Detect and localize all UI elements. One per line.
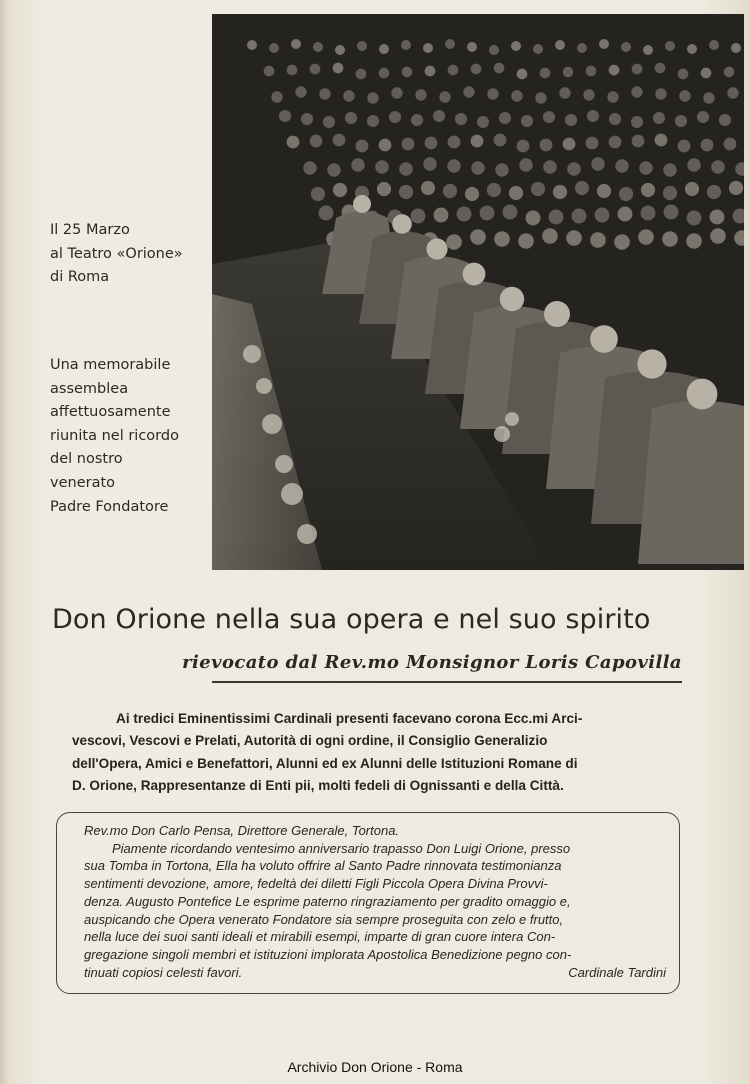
audience-head: [519, 158, 533, 172]
audience-head: [631, 86, 642, 97]
audience-head: [549, 210, 564, 225]
audience-head: [687, 211, 702, 226]
audience-head: [471, 161, 485, 175]
audience-head: [595, 208, 610, 223]
telegram-line: tinuati copiosi celesti favori.: [84, 964, 243, 980]
audience-head: [301, 113, 313, 125]
intro-line: dell'Opera, Amici e Benefattori, Alunni ed ex Alunni delle Istituzioni Romane di: [72, 755, 578, 771]
audience-head: [614, 234, 630, 250]
audience-head: [517, 140, 530, 153]
cardinal-figure: [638, 401, 744, 564]
audience-head: [356, 69, 367, 80]
audience-head: [609, 65, 620, 76]
audience-head: [518, 233, 534, 249]
audience-head: [521, 115, 533, 127]
audience-head: [643, 45, 653, 55]
page-edge-shadow: [0, 0, 10, 1084]
audience-head: [439, 91, 450, 102]
audience-head: [487, 88, 498, 99]
audience-head: [587, 110, 599, 122]
audience-head: [323, 116, 335, 128]
caption-line: riunita nel ricordo: [50, 427, 179, 444]
audience-head: [599, 39, 609, 49]
audience-head: [511, 41, 521, 51]
audience-head: [345, 112, 357, 124]
audience-head: [686, 233, 702, 249]
audience-head: [489, 45, 499, 55]
audience-head: [533, 44, 543, 54]
audience-head: [687, 44, 697, 54]
telegram-line: Piamente ricordando ventesimo anniversario trapasso Don Luigi Orione, presso: [112, 840, 571, 856]
audience-head: [377, 182, 391, 196]
audience-head: [563, 67, 574, 78]
audience-head: [542, 228, 558, 244]
cardinal-head: [426, 238, 447, 259]
audience-head: [351, 158, 365, 172]
article-intro: [72, 708, 684, 798]
intro-line: Ai tredici Eminentissimi Cardinali presenti facevano corona Ecc.mi Arci-: [116, 711, 583, 726]
audience-head: [423, 157, 437, 171]
caption-line: assemblea: [50, 380, 129, 397]
audience-head: [724, 138, 737, 151]
audience-head: [425, 137, 438, 150]
audience-head: [471, 135, 484, 148]
audience-head: [535, 92, 546, 103]
audience-head: [703, 92, 714, 103]
audience-head: [655, 134, 668, 147]
audience-head: [295, 86, 306, 97]
assembly-photo-drawing: [212, 14, 744, 570]
audience-head: [445, 39, 455, 49]
audience-head: [333, 63, 344, 74]
audience-head: [389, 111, 401, 123]
audience-head: [343, 90, 354, 101]
audience-head: [425, 66, 436, 77]
audience-head: [511, 90, 522, 101]
cardinal-head: [590, 325, 618, 353]
audience-head: [457, 207, 472, 222]
telegram-line: nella luce dei suoi santi ideali et mirabili esempi, imparte di gran cuore intera Con-: [84, 929, 556, 945]
cardinal-head: [463, 263, 486, 286]
telegram-line: Rev.mo Don Carlo Pensa, Direttore Generale, Tortona.: [84, 823, 400, 838]
audience-head: [679, 90, 690, 101]
cardinal-head: [637, 349, 666, 378]
audience-head: [663, 163, 677, 177]
audience-head: [494, 63, 505, 74]
audience-head: [333, 183, 347, 197]
audience-head: [269, 43, 279, 53]
audience-head: [685, 182, 699, 196]
audience-head: [566, 230, 582, 246]
audience-head: [494, 134, 507, 147]
audience-head: [707, 185, 721, 199]
audience-head: [319, 206, 334, 221]
audience-head: [615, 159, 629, 173]
title-rule: [212, 681, 682, 683]
telegram-line: sentimenti devozione, amore, fedeltà dei diletti Figli Piccola Opera Divina Provvi-: [84, 876, 548, 892]
audience-head: [423, 43, 433, 53]
audience-head: [411, 209, 426, 224]
audience-head: [567, 162, 581, 176]
audience-head: [448, 65, 459, 76]
audience-head: [463, 86, 474, 97]
audience-head: [729, 181, 743, 195]
audience-head: [709, 40, 719, 50]
audience-head: [565, 114, 577, 126]
audience-head: [653, 112, 665, 124]
cardinal-head: [687, 379, 718, 410]
audience-head: [583, 89, 594, 100]
audience-head: [731, 43, 741, 53]
audience-head: [575, 181, 589, 195]
audience-head: [665, 41, 675, 51]
telegram-text: [84, 822, 684, 981]
audience-head: [719, 114, 731, 126]
audience-head: [655, 63, 666, 74]
audience-head: [455, 113, 467, 125]
audience-head: [711, 160, 725, 174]
audience-head: [367, 92, 378, 103]
article-byline: rievocato dal Rev.mo Monsignor Loris Capovilla: [182, 652, 682, 673]
audience-head: [641, 183, 655, 197]
audience-head: [471, 64, 482, 75]
audience-head: [559, 87, 570, 98]
audience-head: [531, 182, 545, 196]
caption-line: al Teatro «Orione»: [50, 245, 183, 262]
assembly-photograph: [212, 14, 744, 570]
audience-head: [499, 112, 511, 124]
audience-head: [621, 42, 631, 52]
audience-head: [632, 135, 645, 148]
audience-head: [664, 205, 679, 220]
audience-head: [597, 184, 611, 198]
audience-head: [618, 207, 633, 222]
audience-head: [495, 163, 509, 177]
audience-head: [727, 87, 738, 98]
photo-caption-description: [50, 354, 210, 519]
audience-head: [572, 209, 587, 224]
caption-line: di Roma: [50, 269, 110, 286]
audience-head: [247, 40, 257, 50]
audience-head: [470, 229, 486, 245]
audience-head: [421, 181, 435, 195]
audience-head: [446, 234, 462, 250]
audience-head: [311, 187, 325, 201]
audience-head: [357, 41, 367, 51]
audience-head: [641, 206, 656, 221]
caption-line: Il 25 Marzo: [50, 222, 130, 238]
audience-head: [540, 68, 551, 79]
intro-line: D. Orione, Rappresentanze di Enti pii, molti fedeli di Ognissanti e della Città.: [72, 778, 564, 794]
audience-head: [655, 88, 666, 99]
telegram-line: gregazione singoli membri et istituzioni implorata Apostolica Benedizione pegno con-: [84, 946, 572, 962]
audience-head: [279, 110, 291, 122]
audience-head: [356, 140, 369, 153]
audience-head: [391, 87, 402, 98]
audience-head: [724, 67, 735, 78]
audience-head: [433, 110, 445, 122]
audience-head: [264, 66, 275, 77]
audience-head: [526, 211, 541, 226]
audience-head: [543, 111, 555, 123]
audience-head: [701, 68, 712, 79]
audience-head: [434, 208, 449, 223]
audience-head: [333, 134, 346, 147]
cardinal-head: [353, 195, 371, 213]
audience-head: [291, 39, 301, 49]
audience-head: [313, 42, 323, 52]
audience-head: [480, 206, 495, 221]
audience-head: [401, 40, 411, 50]
audience-head: [563, 138, 576, 151]
audience-head: [310, 135, 323, 148]
audience-head: [379, 44, 389, 54]
audience-head: [375, 160, 389, 174]
audience-head: [662, 231, 678, 247]
audience-head: [540, 139, 553, 152]
audience-head: [678, 140, 691, 153]
audience-head: [310, 64, 321, 75]
caption-line: Una memorabile: [50, 357, 171, 373]
audience-head: [399, 185, 413, 199]
audience-head: [509, 186, 523, 200]
audience-head: [687, 158, 701, 172]
audience-head: [319, 88, 330, 99]
archive-footer: Archivio Don Orione - Roma: [287, 1059, 463, 1075]
audience-head: [494, 231, 510, 247]
audience-head: [591, 157, 605, 171]
audience-head: [367, 115, 379, 127]
audience-head: [663, 186, 677, 200]
audience-head: [327, 163, 341, 177]
audience-head: [287, 65, 298, 76]
intro-line: vescovi, Vescovi e Prelati, Autorità di ogni ordine, il Consiglio Generalizio: [72, 733, 548, 749]
audience-head: [701, 139, 714, 152]
audience-head: [555, 40, 565, 50]
caption-line: Padre Fondatore: [50, 498, 169, 515]
audience-head: [303, 161, 317, 175]
audience-head: [447, 159, 461, 173]
caption-line: affettuosamente: [50, 404, 171, 421]
audience-head: [517, 69, 528, 80]
audience-head: [467, 42, 477, 52]
audience-head: [465, 187, 479, 201]
audience-head: [675, 115, 687, 127]
audience-head: [553, 185, 567, 199]
article-title: Don Orione nella sua opera e nel suo spirito: [52, 604, 651, 635]
audience-head: [609, 113, 621, 125]
audience-head: [697, 111, 709, 123]
audience-head: [609, 136, 622, 149]
audience-head: [632, 64, 643, 75]
cardinal-head: [500, 287, 524, 311]
audience-head: [402, 67, 413, 78]
telegram-line: auspicando che Opera venerato Fondatore sia sempre proseguita con zelo e frutto,: [84, 911, 564, 927]
audience-head: [415, 89, 426, 100]
audience-head: [710, 210, 725, 225]
telegram-closing-row: [84, 964, 684, 982]
audience-head: [487, 183, 501, 197]
audience-head: [619, 187, 633, 201]
audience-head: [448, 136, 461, 149]
audience-head: [503, 205, 518, 220]
audience-head: [402, 138, 415, 151]
telegram-line: denza. Augusto Pontefice Le esprime paterno ringraziamento per gradito omaggio e,: [84, 893, 571, 909]
audience-head: [710, 228, 726, 244]
audience-head: [631, 116, 643, 128]
telegram-line: sua Tomba in Tortona, Ella ha voluto offrire al Santo Padre rinnovata testimonianza: [84, 858, 562, 874]
audience-head: [639, 161, 653, 175]
caption-line: venerato: [50, 474, 116, 491]
cardinal-head: [392, 214, 412, 234]
audience-head: [443, 184, 457, 198]
photo-caption-date: [50, 219, 210, 290]
audience-head: [590, 232, 606, 248]
audience-head: [411, 114, 423, 126]
audience-head: [477, 116, 489, 128]
audience-head: [399, 162, 413, 176]
audience-head: [543, 160, 557, 174]
audience-head: [638, 229, 654, 245]
audience-head: [586, 66, 597, 77]
audience-head: [271, 91, 282, 102]
telegram-signature: Cardinale Tardini: [568, 964, 666, 980]
audience-head: [678, 69, 689, 80]
audience-head: [577, 43, 587, 53]
audience-head: [287, 136, 300, 149]
audience-head: [335, 45, 345, 55]
audience-head: [379, 139, 392, 152]
audience-head: [586, 137, 599, 150]
audience-head: [379, 68, 390, 79]
audience-head: [607, 91, 618, 102]
cardinal-head: [544, 301, 570, 327]
caption-line: del nostro: [50, 451, 123, 468]
